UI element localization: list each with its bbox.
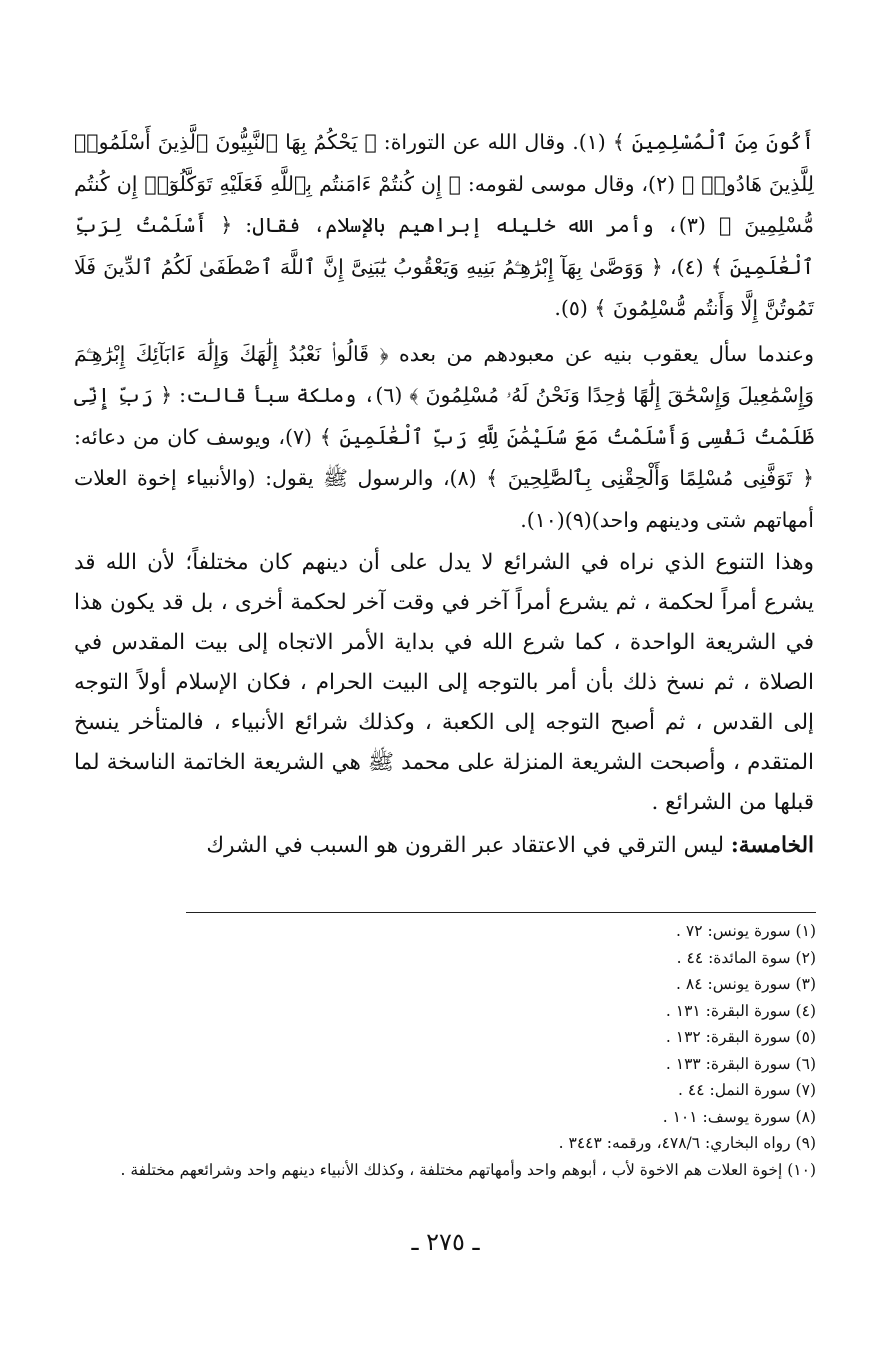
main-text bbox=[74, 122, 814, 867]
footnote-10: (١٠) إخوة العلات هم الاخوة لأب ، أبوهم واحد وأمهاتهم مختلفة ، وكذلك الأنبياء دينهم واحد وشرائعهم مختلفة . bbox=[120, 1160, 816, 1179]
footnote-7: (٧) سورة النمل: ٤٤ . bbox=[678, 1081, 816, 1099]
paragraph-1: أَكُونَ مِنَ ٱلْمُسْلِمِينَ ﴾ (١). وقال الله عن التوراة: ﴿ يَحْكُمُ بِهَا ٱلنَّبِيُّونَ ٱلَّذِينَ أَسْلَمُوا۟ لِلَّذِينَ هَادُوا۟ ﴾ (٢)، وقال موسى لقومه: ﴿ إِن كُنتُمْ ءَامَنتُم بِٱللَّهِ فَعَلَيْهِ تَوَكَّلُوٓا۟ إِن كُنتُم مُّسْلِمِينَ ﴾ (٣)، وأمر الله خليله إبراهيم بالإسلام، فقال: ﴿ أَسْلَمْتُ لِرَبِّ ٱلْعَٰلَمِينَ ﴾ (٤)، ﴿ وَوَصَّىٰ بِهَآ إِبْرَٰهِـۧمُ بَنِيهِ وَيَعْقُوبُ يَٰبَنِىَّ إِنَّ ٱللَّهَ ٱصْطَفَىٰ لَكُمُ ٱلدِّينَ فَلَا تَمُوتُنَّ إِلَّا وَأَنتُم مُّسْلِمُونَ ﴾ (٥). bbox=[74, 130, 815, 320]
footnotes bbox=[74, 918, 816, 1183]
footnote-9: (٩) رواه البخاري: ٤٧٨/٦، ورقمه: ٣٤٤٣ . bbox=[558, 1134, 816, 1152]
footnote-8: (٨) سورة يوسف: ١٠١ . bbox=[662, 1107, 816, 1126]
section-lead-word: الخامسة: bbox=[730, 833, 814, 858]
paragraph-3: وهذا التنوع الذي نراه في الشرائع لا يدل على أن دينهم كان مختلفاً؛ لأن الله قد يشرع أمراً لحكمة ، ثم يشرع أمراً آخر في وقت آخر لحكمة أخرى ، بل قد يكون هذا في الشريعة الواحدة ، كما شرع الله في بداية الأمر الاتجاه إلى بيت المقدس في الصلاة ، ثم نسخ ذلك بأن أمر بالتوجه إلى البيت الحرام ، فكان الإسلام أولاً التوجه إلى القدس ، ثم أصبح التوجه إلى الكعبة ، وكذلك شرائع الأنبياء ، فالمتأخر ينسخ المتقدم ، وأصبحت الشريعة المنزلة على محمد ﷺ هي الشريعة الخاتمة الناسخة لما قبلها من الشرائع . bbox=[74, 550, 814, 815]
footnote-1: (١) سورة يونس: ٧٢ . bbox=[676, 922, 816, 940]
footnote-separator bbox=[186, 912, 816, 913]
footnote-5: (٥) سورة البقرة: ١٣٢ . bbox=[665, 1028, 816, 1046]
footnote-4: (٤) سورة البقرة: ١٣١ . bbox=[665, 1001, 816, 1020]
footnote-6: (٦) سورة البقرة: ١٣٣ . bbox=[665, 1054, 816, 1073]
footnote-2: (٢) سوة المائدة: ٤٤ . bbox=[676, 948, 816, 967]
paragraph-4 bbox=[74, 825, 814, 867]
footnote-3: (٣) سورة يونس: ٨٤ . bbox=[676, 975, 816, 993]
paragraph-2: وعندما سأل يعقوب بنيه عن معبودهم من بعده ﴿ قَالُوا۟ نَعْبُدُ إِلَٰهَكَ وَإِلَٰهَ ءَابَآئِكَ إِبْرَٰهِـۧمَ وَإِسْمَٰعِيلَ وَإِسْحَٰقَ إِلَٰهًا وَٰحِدًا وَنَحْنُ لَهُۥ مُسْلِمُونَ ﴾ (٦)، وملكة سبأ قالت: ﴿ رَبِّ إِنِّى ظَلَمْتُ نَفْسِى وَأَسْلَمْتُ مَعَ سُلَيْمَٰنَ لِلَّهِ رَبِّ ٱلْعَٰلَمِينَ ﴾ (٧)، ويوسف كان من دعائه: ﴿ تَوَفَّنِى مُسْلِمًا وَأَلْحِقْنِى بِٱلصَّٰلِحِينَ ﴾ (٨)، والرسول ﷺ يقول: (والأنبياء إخوة العلات أمهاتهم شتى ودينهم واحد)(٩)(١٠). bbox=[74, 341, 814, 532]
paragraph-4-text: ليس الترقي في الاعتقاد عبر القرون هو السبب في الشرك bbox=[206, 833, 731, 858]
page-number: ـ ٢٧٥ ـ bbox=[411, 1228, 480, 1256]
